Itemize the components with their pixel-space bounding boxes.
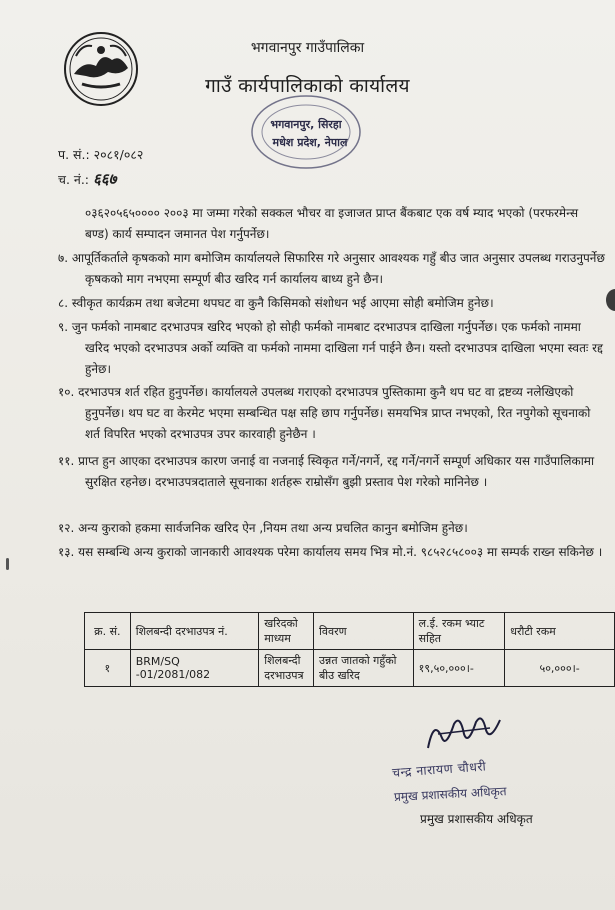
table-row [85, 650, 615, 687]
handwritten-signature [420, 708, 510, 756]
office-stamp [236, 92, 376, 178]
paragraph-bond: ०३६२०५६५०००० २००३ मा जम्मा गरेको सक्कल भौचर वा इजाजत प्राप्त बैंकबाट एक वर्ष म्याद भएको (परफरमेन्स बण्ड) कार्य सम्पादन जमानत पेश गर्नुपर्नेछ। [85, 206, 579, 241]
dispatch-value: ६६७ [93, 170, 117, 188]
cell-bid-number: BRM/SQ -01/2081/082 [130, 650, 259, 687]
punch-hole [606, 289, 615, 311]
office-name: भगवानपुर गाउँपालिका [250, 40, 365, 56]
paragraph-7: ७. आपूर्तिकर्ताले कृषकको माग बमोजिम कार्यालयले सिफारिस गरे अनुसार आवश्यक गहुँ बीउ जात अनुसार उपलब्ध गराउनुपर्नेछ कृषकको माग नभएमा सम्पूर्ण बीउ खरिद गर्न कार्यालय बाध्य हुने छैन। [58, 251, 605, 286]
cell-cost-estimate: १९,५०,०००।- [413, 650, 505, 687]
col-cost-estimate: ल.ई. रकम भ्याट सहित [413, 613, 505, 650]
col-serial: क्र. सं. [85, 613, 131, 650]
signatory-name-stamp: चन्द्र नारायण चौधरी [391, 758, 487, 780]
cell-bid-security: ५०,०००।- [505, 650, 615, 687]
paragraph-9: ९. जुन फर्मको नामबाट दरभाउपत्र खरिद भएको हो सोही फर्मको नामबाट दरभाउपत्र दाखिला गर्नुपर्नेछ। एक फर्मको नाममा खरिद भएको दरभाउपत्र अर्को व्यक्ति वा फर्मको नाममा दाखिला गर्न पाईने छैन। यस्तो दरभाउपत्र दाखिला भएमा स्वतः रद्द हुनेछ। [58, 320, 603, 376]
paragraph-11: ११. प्राप्त हुन आएका दरभाउपत्र कारण जनाई वा नजनाई स्विकृत गर्ने/नगर्ने, रद्द गर्ने/नगर्ने सम्पूर्ण अधिकार यस गाउँपालिकामा सुरक्षित रहनेछ। दरभाउपत्रदाताले सूचनाका शर्तहरू राम्रोसँग बुझी प्रस्ताव पेश गरेको मानिनेछ । [58, 454, 595, 489]
dispatch-number [58, 169, 116, 189]
table-header-row [85, 613, 615, 650]
stamp-line-2: मधेश प्रदेश, नेपाल [272, 136, 348, 149]
cell-description: उन्नत जातको गहुँको बीउ खरिद [314, 650, 414, 687]
paragraph-8: ८. स्वीकृत कार्यक्रम तथा बजेटमा थपघट वा कुनै किसिमको संशोधन भई आएमा सोही बमोजिम हुनेछ। [58, 296, 494, 310]
reference-number: प. सं.: २०८१/०८२ [58, 147, 144, 162]
cell-procurement-method: शिलबन्दी दरभाउपत्र [259, 650, 314, 687]
office-title: गाउँ कार्यपालिकाको कार्यालय [205, 75, 410, 97]
paragraph-12: १२. अन्य कुराको हकमा सार्वजनिक खरिद ऐन ,नियम तथा अन्य प्रचलित कानुन बमोजिम हुनेछ। [58, 521, 468, 535]
paragraph-10: १०. दरभाउपत्र शर्त रहित हुनुपर्नेछ। कार्यालयले उपलब्ध गराएको दरभाउपत्र पुस्तिकामा कुनै थप घट वा द्रष्टव्य नलेखिएको हुनुपर्नेछ। थप घट वा केरमेट भएमा सम्बन्धित पक्ष सहि छाप गर्नुपर्नेछ। समयभित्र प्राप्त नभएको, रित नपुगेको सूचनाको शर्त विपरित भएको दरभाउपत्र उपर कारवाही हुनेछैन । [58, 385, 591, 441]
signatory-title-stamp: प्रमुख प्रशासकीय अधिकृत [393, 784, 507, 804]
col-bid-security: धरौटी रकम [505, 613, 615, 650]
dispatch-label: च. नं.: [58, 172, 90, 187]
paragraph-13: १३. यस सम्बन्धि अन्य कुराको जानकारी आवश्यक परेमा कार्यालय समय भित्र मो.नं. ९८५२८५८००३ मा सम्पर्क राख्न सकिनेछ । [58, 545, 603, 559]
cell-serial: १ [85, 650, 131, 687]
col-procurement-method: खरिदको माध्यम [259, 613, 314, 650]
margin-mark [6, 558, 9, 570]
bid-table [84, 612, 615, 687]
stamp-line-1: भगवानपुर, सिरहा [270, 118, 342, 131]
col-description: विवरण [314, 613, 414, 650]
col-bid-number: शिलबन्दी दरभाउपत्र नं. [130, 613, 259, 650]
signatory-title: प्रमुख प्रशासकीय अधिकृत [420, 812, 533, 826]
